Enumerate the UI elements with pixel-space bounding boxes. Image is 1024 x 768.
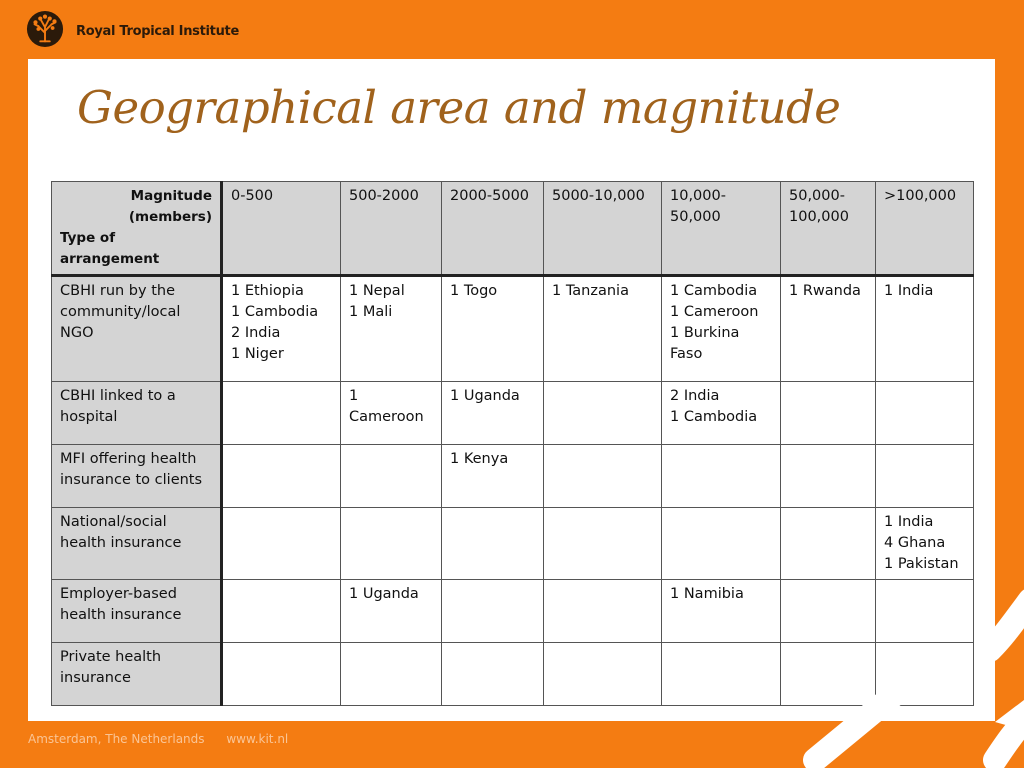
table-cell xyxy=(442,382,544,445)
table-row xyxy=(52,276,974,382)
slide-panel xyxy=(28,59,995,721)
table-cell xyxy=(442,445,544,508)
cell-entry: 1 Pakistan xyxy=(884,556,959,572)
table-cell xyxy=(662,580,781,643)
table-cell xyxy=(341,508,442,580)
cell-entry: 1 Cambodia xyxy=(670,283,758,299)
table-cell xyxy=(876,508,974,580)
table-cell xyxy=(876,382,974,445)
table-row xyxy=(52,643,974,706)
table-row xyxy=(52,445,974,508)
cell-entry: 2 India xyxy=(670,388,720,404)
table-cell xyxy=(341,445,442,508)
row-header: Employer-based health insurance xyxy=(52,580,222,643)
row-header: MFI offering health insurance to clients xyxy=(52,445,222,508)
cell-entry: 1 Cameroon xyxy=(349,388,424,425)
type-axis-label: Type of arrangement xyxy=(60,230,160,267)
table-cell xyxy=(341,382,442,445)
cell-entry: 1 Rwanda xyxy=(789,283,861,299)
column-header: 10,000-50,000 xyxy=(662,182,781,276)
table-cell xyxy=(544,643,662,706)
table-cell xyxy=(662,276,781,382)
brand-logo xyxy=(26,10,239,48)
table-cell xyxy=(222,445,341,508)
row-header: Private health insurance xyxy=(52,643,222,706)
table-corner-header xyxy=(52,182,222,276)
cell-entry: 1 Ethiopia xyxy=(231,283,304,299)
cell-entry: 1 Mali xyxy=(349,304,393,320)
column-header: 0-500 xyxy=(222,182,341,276)
table-cell xyxy=(781,276,876,382)
cell-entry: 1 Uganda xyxy=(450,388,520,404)
table-cell xyxy=(662,643,781,706)
row-header: National/social health insurance xyxy=(52,508,222,580)
cell-entry: 4 Ghana xyxy=(884,535,946,551)
cell-entry: 1 Cambodia xyxy=(670,409,758,425)
table-cell xyxy=(781,445,876,508)
cell-entry: 1 Tanzania xyxy=(552,283,629,299)
table-cell xyxy=(222,382,341,445)
column-header: 2000-5000 xyxy=(442,182,544,276)
table-cell xyxy=(544,580,662,643)
table-cell xyxy=(876,643,974,706)
cell-entry: 1 Kenya xyxy=(450,451,509,467)
table-cell xyxy=(781,382,876,445)
row-header: CBHI run by the community/local NGO xyxy=(52,276,222,382)
table-cell xyxy=(222,643,341,706)
table-cell xyxy=(341,580,442,643)
table-cell xyxy=(876,276,974,382)
cell-entry: 1 Togo xyxy=(450,283,498,299)
cell-entry: 1 Burkina Faso xyxy=(670,325,740,362)
table-cell xyxy=(442,580,544,643)
cell-entry: 1 Nepal xyxy=(349,283,405,299)
table-cell xyxy=(544,508,662,580)
table-cell xyxy=(341,276,442,382)
column-header: >100,000 xyxy=(876,182,974,276)
table-cell xyxy=(222,508,341,580)
table-cell xyxy=(341,643,442,706)
magnitude-axis-label: Magnitude (members) xyxy=(128,188,212,225)
table-cell xyxy=(876,445,974,508)
table-cell xyxy=(442,508,544,580)
footer-website-link[interactable]: www.kit.nl xyxy=(226,732,289,746)
column-header: 500-2000 xyxy=(341,182,442,276)
footer-location: Amsterdam, The Netherlands xyxy=(28,732,205,746)
slide-title: Geographical area and magnitude xyxy=(77,81,841,134)
cell-entry: 1 India xyxy=(884,283,934,299)
table-cell xyxy=(876,580,974,643)
cell-entry: 1 Cameroon xyxy=(670,304,759,320)
table-cell xyxy=(442,643,544,706)
table-cell xyxy=(781,643,876,706)
table-cell xyxy=(781,580,876,643)
magnitude-table xyxy=(51,181,974,706)
footer xyxy=(28,732,288,746)
table-cell xyxy=(442,276,544,382)
table-cell xyxy=(544,382,662,445)
table-cell xyxy=(662,382,781,445)
table-cell xyxy=(222,276,341,382)
cell-entry: 1 Uganda xyxy=(349,586,419,602)
brand-name: Royal Tropical Institute xyxy=(76,23,239,39)
cell-entry: 1 Namibia xyxy=(670,586,744,602)
table-cell xyxy=(222,580,341,643)
cell-entry: 1 Niger xyxy=(231,346,284,362)
table-cell xyxy=(781,508,876,580)
row-header: CBHI linked to a hospital xyxy=(52,382,222,445)
table-cell xyxy=(662,445,781,508)
cell-entry: 1 Cambodia xyxy=(231,304,319,320)
table-cell xyxy=(662,508,781,580)
table-row xyxy=(52,580,974,643)
table-row xyxy=(52,382,974,445)
table-cell xyxy=(544,276,662,382)
column-header: 5000-10,000 xyxy=(544,182,662,276)
table-row xyxy=(52,508,974,580)
column-header: 50,000-100,000 xyxy=(781,182,876,276)
table-cell xyxy=(544,445,662,508)
cell-entry: 2 India xyxy=(231,325,281,341)
cell-entry: 1 India xyxy=(884,514,934,530)
tree-logo-icon xyxy=(26,10,64,48)
table-header-row xyxy=(52,182,974,276)
